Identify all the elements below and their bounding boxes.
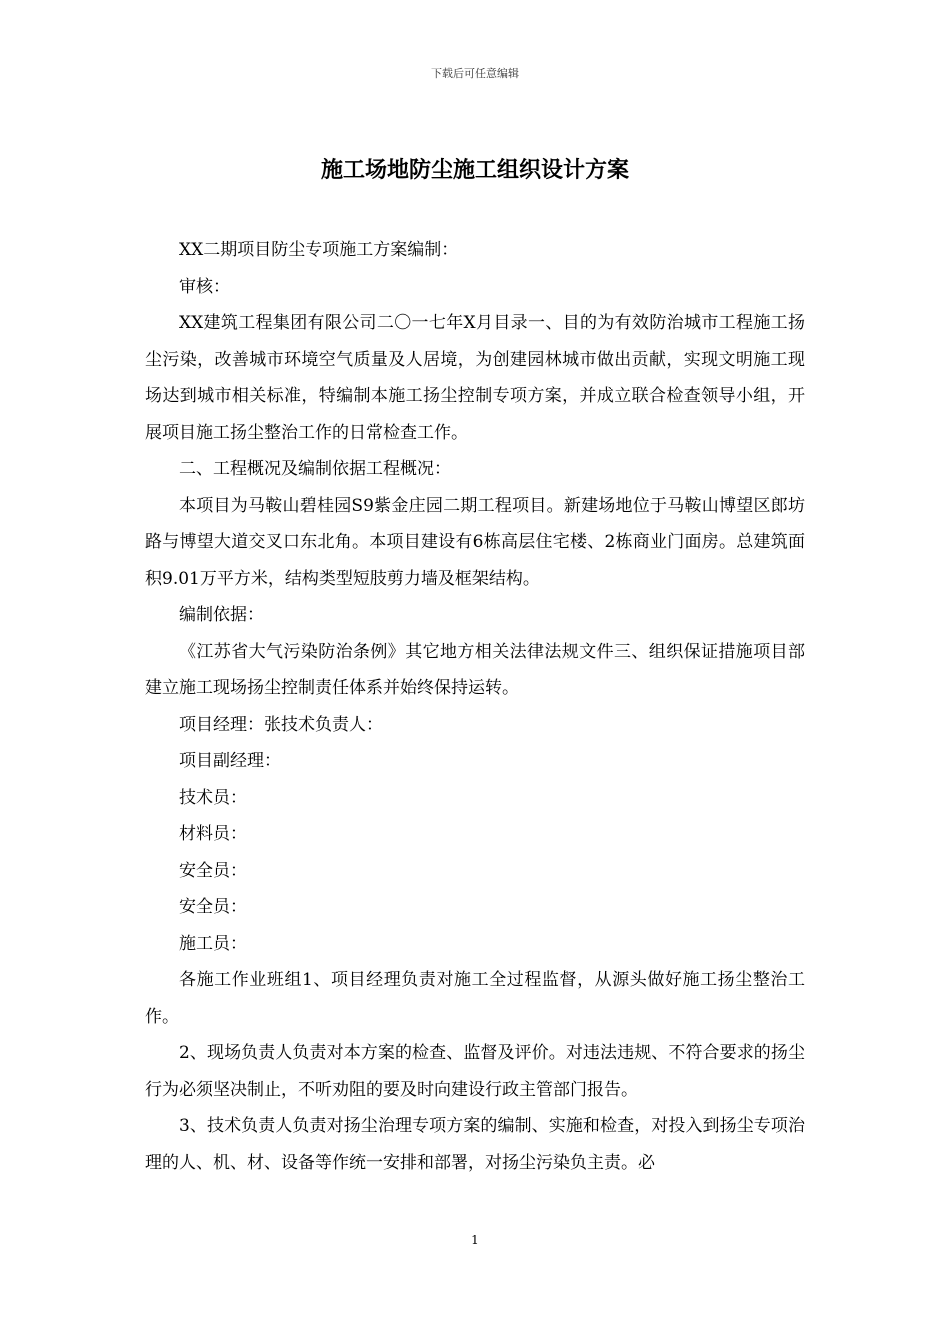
page-number: 1 (471, 1233, 479, 1247)
paragraph: 施工员： (179, 933, 247, 954)
page-header-note: 下载后可任意编辑 (431, 67, 519, 80)
paragraph: 二、工程概况及编制依据工程概况： (179, 459, 451, 479)
document-body (145, 232, 805, 1181)
paragraph: 编制依据： (179, 605, 264, 625)
paragraph: 《江苏省大气污染防治条例》其它地方相关法律法规文件三、组织保证措施项目部建立施工现场扬尘控制责任体系并始终保持运转。 (145, 641, 805, 698)
paragraph: 本项目为马鞍山碧桂园S9紫金庄园二期工程项目。新建场地位于马鞍山博望区郎坊路与博望大道交叉口东北角。本项目建设有6栋高层住宅楼、2栋商业门面房。总建筑面积9.01万平方米，结构类型短肢剪力墙及框架结构。 (145, 495, 805, 589)
paragraph: XX二期项目防尘专项施工方案编制： (179, 240, 459, 260)
paragraph: 安全员： (179, 897, 247, 917)
paragraph: 技术员： (179, 787, 247, 808)
paragraph: 3、技术负责人负责对扬尘治理专项方案的编制、实施和检查，对投入到扬尘专项治理的人、机、材、设备等作统一安排和部署，对扬尘污染负主责。必 (145, 1116, 805, 1173)
paragraph: 项目副经理： (179, 751, 281, 771)
paragraph: 材料员： (179, 824, 247, 844)
paragraph: XX建筑工程集团有限公司二〇一七年X月目录一、目的为有效防治城市工程施工扬尘污染，改善城市环境空气质量及人居境，为创建园林城市做出贡献，实现文明施工现场达到城市相关标准，特编制本施工扬尘控制专项方案，并成立联合检查领导小组，开展项目施工扬尘整治工作的日常检查工作。 (145, 313, 805, 443)
paragraph: 项目经理：张技术负责人： (179, 714, 383, 735)
paragraph: 审核： (179, 276, 230, 297)
paragraph: 安全员： (179, 860, 247, 881)
document-title: 施工场地防尘施工组织设计方案 (320, 158, 629, 183)
paragraph: 2、现场负责人负责对本方案的检查、监督及评价。对违法违规、不符合要求的扬尘行为必须坚决制止，不听劝阻的要及时向建设行政主管部门报告。 (145, 1043, 805, 1100)
paragraph: 各施工作业班组1、项目经理负责对施工全过程监督，从源头做好施工扬尘整治工作。 (145, 970, 805, 1027)
